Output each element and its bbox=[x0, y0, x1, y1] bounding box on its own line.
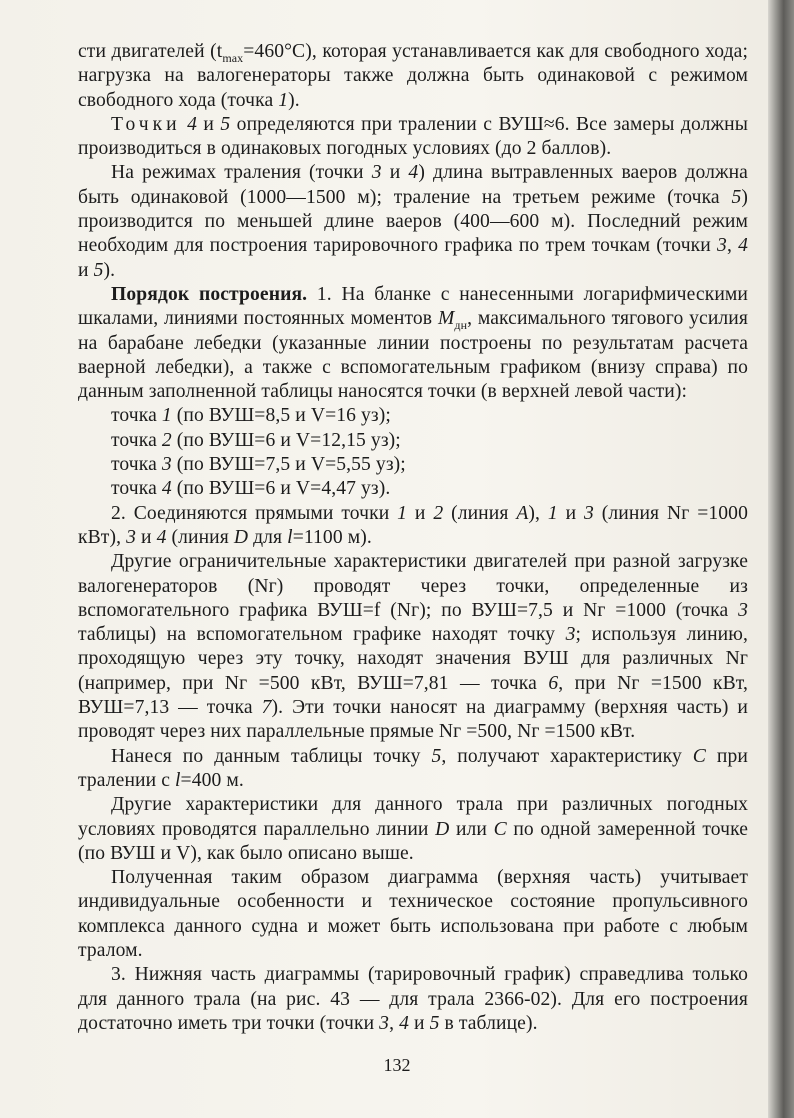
text-run: 3 bbox=[379, 1012, 390, 1034]
text-run: (по ВУШ=6 и V=12,15 уз); bbox=[171, 429, 401, 451]
page-number: 132 bbox=[383, 1055, 411, 1075]
text-run: 4 bbox=[156, 526, 167, 548]
text-run: 2 bbox=[161, 429, 172, 451]
text-run: 7 bbox=[261, 697, 272, 719]
text-run: l bbox=[287, 526, 293, 548]
text-run: (линия Nг =1000 кВт), bbox=[78, 502, 748, 548]
paragraph bbox=[78, 283, 748, 404]
text-run: Другие характеристики для данного трала при различных погодных условиях проводятся параллельно линии bbox=[78, 794, 748, 840]
text-run: 5 bbox=[93, 259, 104, 281]
text-run: 5 bbox=[220, 113, 231, 135]
text-run: (по ВУШ=7,5 и V=5,55 уз); bbox=[171, 454, 406, 476]
text-run: 4 bbox=[408, 162, 419, 184]
text-run: 1 bbox=[161, 405, 172, 427]
text-run: 1 bbox=[397, 502, 408, 524]
text-run: точка bbox=[111, 405, 162, 427]
text-run: 3 bbox=[584, 502, 594, 524]
text-run: D bbox=[435, 818, 450, 840]
text-run: 3 bbox=[717, 235, 727, 257]
paragraph bbox=[78, 161, 748, 282]
text-run: 3 bbox=[371, 162, 382, 184]
text-run: =460°С), которая устанавливается как для свободного хода; нагрузка на валогенераторы также должна быть одинаковой с режимом свободного хода (точка bbox=[78, 41, 748, 111]
point-line bbox=[78, 404, 748, 428]
point-line bbox=[78, 429, 748, 453]
text-run: ; используя линию, проходящую через эту точку, находят значения ВУШ для различных Nг (например, при Nг =500 кВт, ВУШ=7,81 — точка bbox=[78, 624, 748, 694]
paragraph bbox=[78, 963, 748, 1036]
text-run: ). Эти точки наносят на диаграмму (верхняя часть) и проводят через них параллельные прямые Nг =500, Nг =1500 кВт. bbox=[78, 697, 748, 743]
text-run: ) длина вытравленных ваеров должна быть одинаковой (1000—1500 м); траление на третьем режиме (точка bbox=[78, 162, 748, 208]
text-run: , при Nг =1500 кВт, ВУШ=7,13 — точка bbox=[78, 672, 748, 719]
text-run: 5 bbox=[429, 1012, 440, 1034]
text-run: 3 bbox=[126, 526, 136, 548]
text-run: 3 bbox=[161, 454, 172, 476]
text-run: дн bbox=[454, 318, 468, 333]
text-run: Порядок построения. bbox=[111, 283, 308, 305]
text-run: D bbox=[233, 526, 249, 548]
text-run: Полученная таким образом диаграмма (верхняя часть) учитывает индивидуальные особенности и техническое состояние пропульсивного комплекса данного судна и может быть использована при работе с любым тралом. bbox=[78, 867, 748, 961]
text-run: A bbox=[516, 502, 529, 524]
text-run: max bbox=[222, 50, 244, 65]
text-run: 3. Нижняя часть диаграммы (тарировочный график) справедлива только для данного трала (на рис. 43 — для трала 2366-02). Для его построения достаточно иметь три точки (точки bbox=[78, 964, 748, 1034]
text-run: 5 bbox=[731, 186, 742, 208]
point-line bbox=[78, 477, 748, 501]
text-run: =1100 м). bbox=[292, 526, 372, 548]
text-run: ), bbox=[528, 502, 548, 524]
body-text bbox=[78, 40, 748, 1036]
book-spine-shadow bbox=[768, 0, 794, 1118]
text-run: точка bbox=[111, 429, 162, 451]
text-run: 4 bbox=[161, 478, 172, 500]
text-run: 3 bbox=[565, 624, 576, 646]
text-run: (по ВУШ=6 и V=4,47 уз). bbox=[171, 478, 391, 500]
text-run: в таблице). bbox=[439, 1012, 538, 1034]
text-run: 4 bbox=[738, 235, 749, 257]
text-run: =400 м. bbox=[180, 769, 244, 791]
paragraph bbox=[78, 745, 748, 794]
text-run: ) производится по меньшей длине ваеров (400—600 м). Последний режим необходим для построения тарировочного графика по трем точкам (точки bbox=[78, 186, 748, 257]
text-run: (линия bbox=[166, 526, 234, 548]
point-line bbox=[78, 453, 748, 477]
text-run: 4 bbox=[187, 113, 197, 135]
text-run: ). bbox=[103, 259, 116, 281]
text-run: точка bbox=[111, 454, 162, 476]
text-run: 5 bbox=[431, 745, 442, 767]
text-run: (линия bbox=[443, 502, 517, 524]
paragraph bbox=[78, 550, 748, 744]
text-run: C bbox=[493, 818, 507, 840]
text-run: или bbox=[449, 818, 494, 840]
paragraph bbox=[78, 793, 748, 866]
text-run: , bbox=[389, 1012, 400, 1034]
text-run: ). bbox=[288, 89, 300, 111]
text-run: , bbox=[726, 235, 739, 257]
paragraph bbox=[78, 866, 748, 963]
text-run: и bbox=[135, 526, 157, 548]
text-run: 1 bbox=[547, 502, 558, 524]
text-run: 1 bbox=[278, 89, 289, 111]
text-run: , получают характеристику bbox=[441, 745, 693, 767]
text-run: сти двигателей (t bbox=[78, 41, 223, 62]
text-run: l bbox=[175, 769, 181, 791]
text-run: и bbox=[557, 502, 585, 524]
text-run: по одной замеренной точке (по ВУШ и V), как было описано выше. bbox=[78, 818, 749, 864]
text-run: 2. Соединяются прямыми точки bbox=[111, 502, 398, 524]
text-run: при тралении с bbox=[78, 745, 748, 791]
text-run: 2 bbox=[433, 502, 444, 524]
text-run: и bbox=[78, 259, 94, 281]
text-run: и bbox=[381, 162, 409, 184]
text-run: 1. На бланке с нанесенными логарифмическими шкалами, линиями постоянных моментов bbox=[78, 283, 748, 330]
text-run: На режимах траления (точки bbox=[111, 162, 372, 184]
text-run: 3 bbox=[738, 599, 748, 621]
text-run: , максимального тягового усилия на барабане лебедки (указанные линии построены по результатам расчета ваерной лебедки), а также с вспомогательным графиком (внизу справа) по данным заполненной таблицы наносятся точки (в верхней левой части): bbox=[78, 308, 748, 403]
text-run: 4 bbox=[399, 1012, 409, 1034]
text-run: для bbox=[248, 526, 288, 548]
text-run: Точки bbox=[111, 113, 181, 135]
text-run: 6 bbox=[548, 672, 559, 694]
text-run: C bbox=[692, 745, 706, 767]
text-run: (по ВУШ=8,5 и V=16 уз); bbox=[171, 405, 391, 427]
text-run: и bbox=[196, 113, 221, 135]
paragraph bbox=[78, 502, 748, 551]
paragraph bbox=[78, 113, 748, 162]
text-run: M bbox=[437, 308, 455, 330]
paragraph bbox=[78, 40, 748, 113]
text-run: и bbox=[407, 502, 434, 524]
text-run: точка bbox=[111, 478, 162, 500]
text-run: таблицы) на вспомогательном графике находят точку bbox=[78, 624, 566, 646]
text-run: Другие ограничительные характеристики двигателей при разной загрузке валогенераторов (Nг) проводят через точки, определенные из вспомогательного графика ВУШ=f (Nг); по ВУШ=7,5 и Nг =1000 (точка bbox=[78, 551, 748, 621]
text-run: Нанеся по данным таблицы точку bbox=[111, 745, 432, 767]
text-run: и bbox=[408, 1012, 430, 1034]
text-run: определяются при тралении с ВУШ≈6. Все замеры должны производиться в одинаковых погодных условиях (до 2 баллов). bbox=[78, 113, 748, 160]
